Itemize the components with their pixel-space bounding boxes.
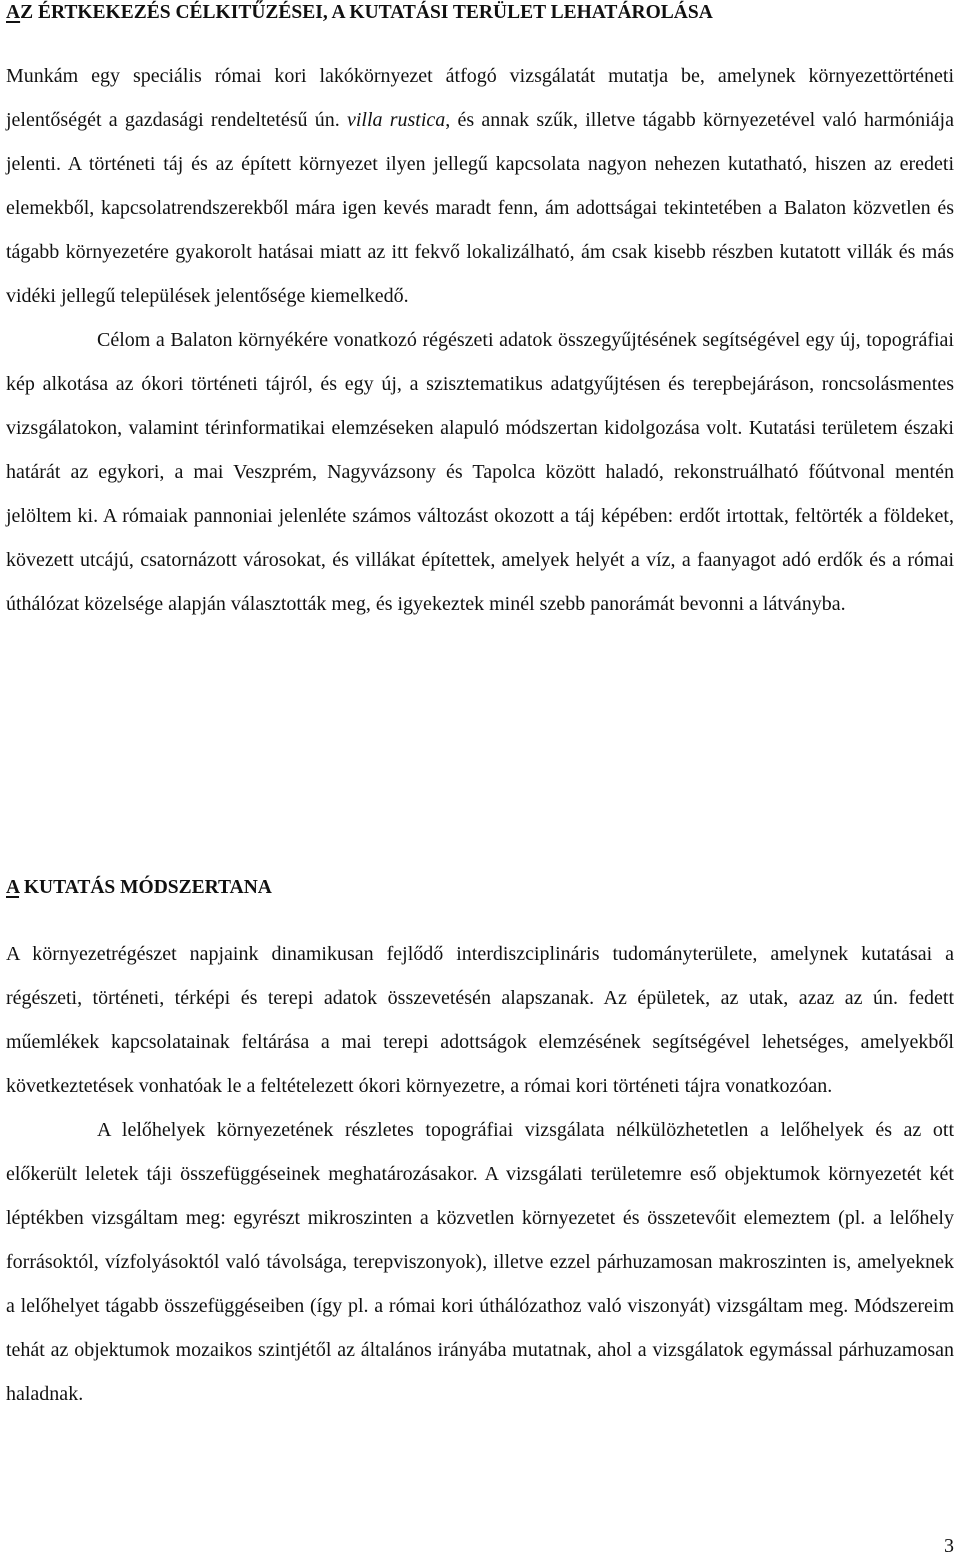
page-number: 3	[944, 1535, 954, 1557]
title-initial: A	[6, 877, 20, 898]
title-initial: A	[6, 2, 21, 23]
paragraph: Célom a Balaton környékére vonatkozó régészeti adatok összegyűjtésének segítségével egy új, topográfiai kép alkotása az ókori történeti tájról, és egy új, a szisztematikus adatgyűjtésen és terepbejáráson, roncsolásmentes vizsgálatokon, valamint térinformatikai elemzéseken alapuló módszertan kidolgozása volt. Kutatási területem északi határát az egykori, a mai Veszprém, Nagyvázsony és Tapolca között haladó, rekonstruálható főútvonal mentén jelöltem ki. A rómaiak pannoniai jelenléte számos változást okozott a táj képében: erdőt irtottak, feltörték a földeket, kövezett utcájú, csatornázott városokat, és villákat építettek, amelyek helyét a víz, a faanyagot adó erdők és a római úthálózat közelsége alapján választották meg, és igyekeztek minél szebb panorámát bevonni a látványba.	[6, 329, 954, 615]
paragraph-text: , és annak szűk, illetve tágabb környezetével való harmóniája jelenti. A történeti táj és az épített környezet ilyen jellegű kapcsolata nagyon nehezen kutatható, hiszen az eredeti elemekből, kapcsolatrendszerekből mára igen kevés maradt fenn, ám adottságai tekintetében a Balaton közvetlen és tágabb környezetére gyakorolt hatásai miatt az itt fekvő lokalizálható, ám csak kisebb részben kutatott villák és más vidéki jellegű települések jelentősége kiemelkedő.	[6, 109, 954, 307]
paragraph-text: Munkám egy speciális római kori lakókörnyezet átfogó vizsgálatát mutatja be, amelynek környezettörténeti jelentőségét a gazdasági rendeltetésű ún.	[6, 65, 954, 131]
paragraph	[6, 54, 954, 318]
section-title-methodology	[6, 877, 272, 899]
section-methodology-body	[6, 932, 954, 1416]
section-title-objectives	[6, 2, 713, 24]
paragraph: A környezetrégészet napjaink dinamikusan fejlődő interdiszciplináris tudományterülete, amelynek kutatásai a régészeti, történeti, térképi és terepi adatok összevetésén alapszanak. Az épületek, az utak, azaz az ún. fedett műemlékek kapcsolatainak feltárása a mai terepi adottságok elemzésének segítségével lehetséges, amelyekből következtetések vonhatóak le a feltételezett ókori környezetre, a római kori történeti tájra vonatkozóan.	[6, 943, 954, 1097]
italic-term: villa rustica	[346, 109, 446, 131]
title-rest: Z ÉRTKEKEZÉS CÉLKITŰZÉSEI, A KUTATÁSI TERÜLET LEHATÁROLÁSA	[20, 2, 713, 23]
section-objectives-body	[6, 54, 954, 626]
title-rest: KUTATÁS MÓDSZERTANA	[19, 877, 272, 898]
paragraph: A lelőhelyek környezetének részletes topográfiai vizsgálata nélkülözhetetlen a lelőhelyek és az ott előkerült leletek táji összefüggéseinek meghatározásakor. A vizsgálati területemre eső objektumok környezetét két léptékben vizsgáltam meg: egyrészt mikroszinten a közvetlen környezetet és összetevőit elemeztem (pl. a lelőhely forrásoktól, vízfolyásoktól való távolsága, terepviszonyok), illetve ezzel párhuzamosan makroszinten is, amelyeknek a lelőhelyet tágabb összefüggéseiben (így pl. a római kori úthálózathoz való viszonyát) vizsgáltam meg. Módszereim tehát az objektumok mozaikos szintjétől az általános irányába mutatnak, ahol a vizsgálatok egymással párhuzamosan haladnak.	[6, 1119, 954, 1405]
